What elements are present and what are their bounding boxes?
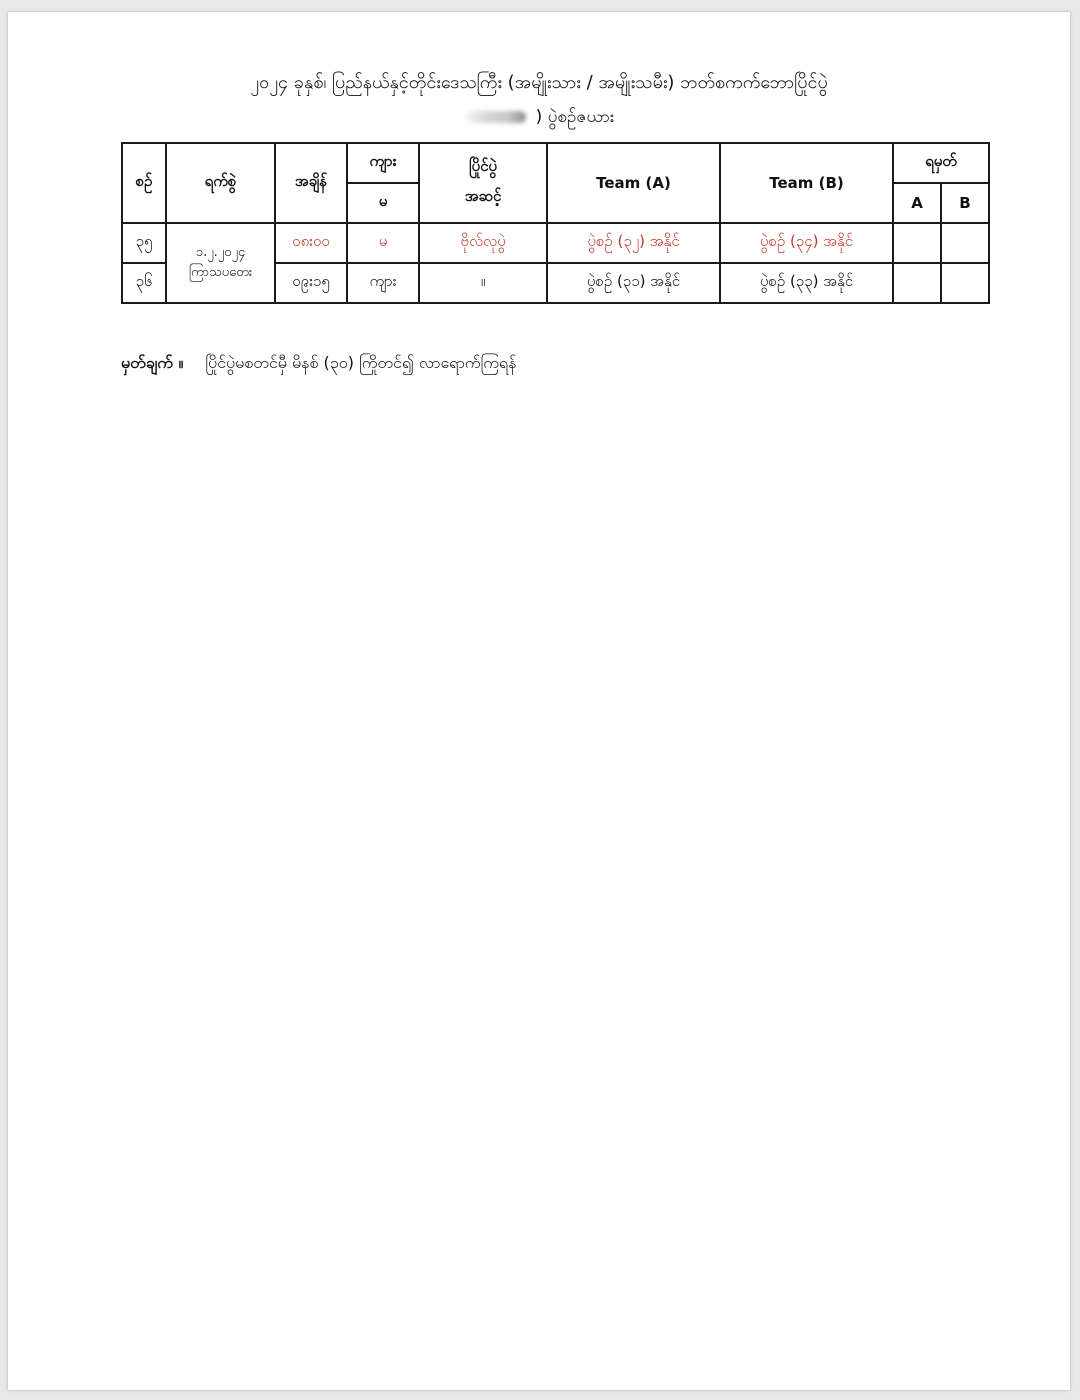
date-value: ၁.၂.၂၀၂၄ bbox=[195, 245, 246, 260]
header-gender-top: ကျား bbox=[347, 143, 419, 183]
row-time: ၀၉း၁၅ bbox=[275, 263, 347, 303]
header-score: ရမှတ် bbox=[893, 143, 989, 183]
row-score-b bbox=[941, 263, 989, 303]
row-score-a bbox=[893, 223, 941, 263]
note-text: ပြိုင်ပွဲမစတင်မှီ မိနစ် (၃၀) ကြိုတင်၍ လာရောက်ကြရန် bbox=[205, 353, 517, 372]
row-score-a bbox=[893, 263, 941, 303]
document-subtitle bbox=[8, 106, 1070, 131]
header-team-a: Team (A) bbox=[547, 143, 720, 223]
row-no: ၃၅ bbox=[122, 223, 166, 263]
row-stage: ။ bbox=[419, 263, 547, 303]
row-gender: မ bbox=[347, 223, 419, 263]
row-team-a: ပွဲစဉ် (၃၂) အနိုင် bbox=[547, 223, 720, 263]
row-date bbox=[166, 223, 275, 303]
day-value: ကြာသပတေး bbox=[188, 265, 253, 280]
header-stage-line1: ပြိုင်ပွဲ bbox=[469, 157, 497, 175]
note bbox=[121, 352, 516, 376]
header-team-b: Team (B) bbox=[720, 143, 893, 223]
header-date: ရက်စွဲ bbox=[166, 143, 275, 223]
row-team-a: ပွဲစဉ် (၃၁) အနိုင် bbox=[547, 263, 720, 303]
header-gender-bottom: မ bbox=[347, 183, 419, 223]
note-label: မှတ်ချက် ။ bbox=[121, 353, 184, 372]
header-stage-line2: အဆင့် bbox=[464, 187, 502, 205]
header-row bbox=[122, 143, 989, 183]
header-time: အချိန် bbox=[275, 143, 347, 223]
header-score-b: B bbox=[941, 183, 989, 223]
row-score-b bbox=[941, 223, 989, 263]
document-title: ၂၀၂၄ ခုနှစ်၊ ပြည်နယ်နှင့်တိုင်းဒေသကြီး (အမျိုးသား / အမျိုးသမီး) ဘတ်စကက်ဘောပြိုင်ပွဲ bbox=[250, 72, 828, 93]
subtitle-text: ) ပွဲစဉ်ဇယား bbox=[535, 107, 615, 127]
header-no: စဉ် bbox=[122, 143, 166, 223]
document-page bbox=[8, 12, 1070, 1390]
row-gender: ကျား bbox=[347, 263, 419, 303]
redacted-blur bbox=[464, 111, 526, 123]
row-time: ၀၈း၀၀ bbox=[275, 223, 347, 263]
header-stage bbox=[419, 143, 547, 223]
row-no: ၃၆ bbox=[122, 263, 166, 303]
row-stage: ဗိုလ်လုပွဲ bbox=[419, 223, 547, 263]
row-team-b: ပွဲစဉ် (၃၄) အနိုင် bbox=[720, 223, 893, 263]
fixture-table bbox=[121, 142, 990, 304]
row-team-b: ပွဲစဉ် (၃၃) အနိုင် bbox=[720, 263, 893, 303]
header-score-a: A bbox=[893, 183, 941, 223]
table-row bbox=[122, 223, 989, 263]
